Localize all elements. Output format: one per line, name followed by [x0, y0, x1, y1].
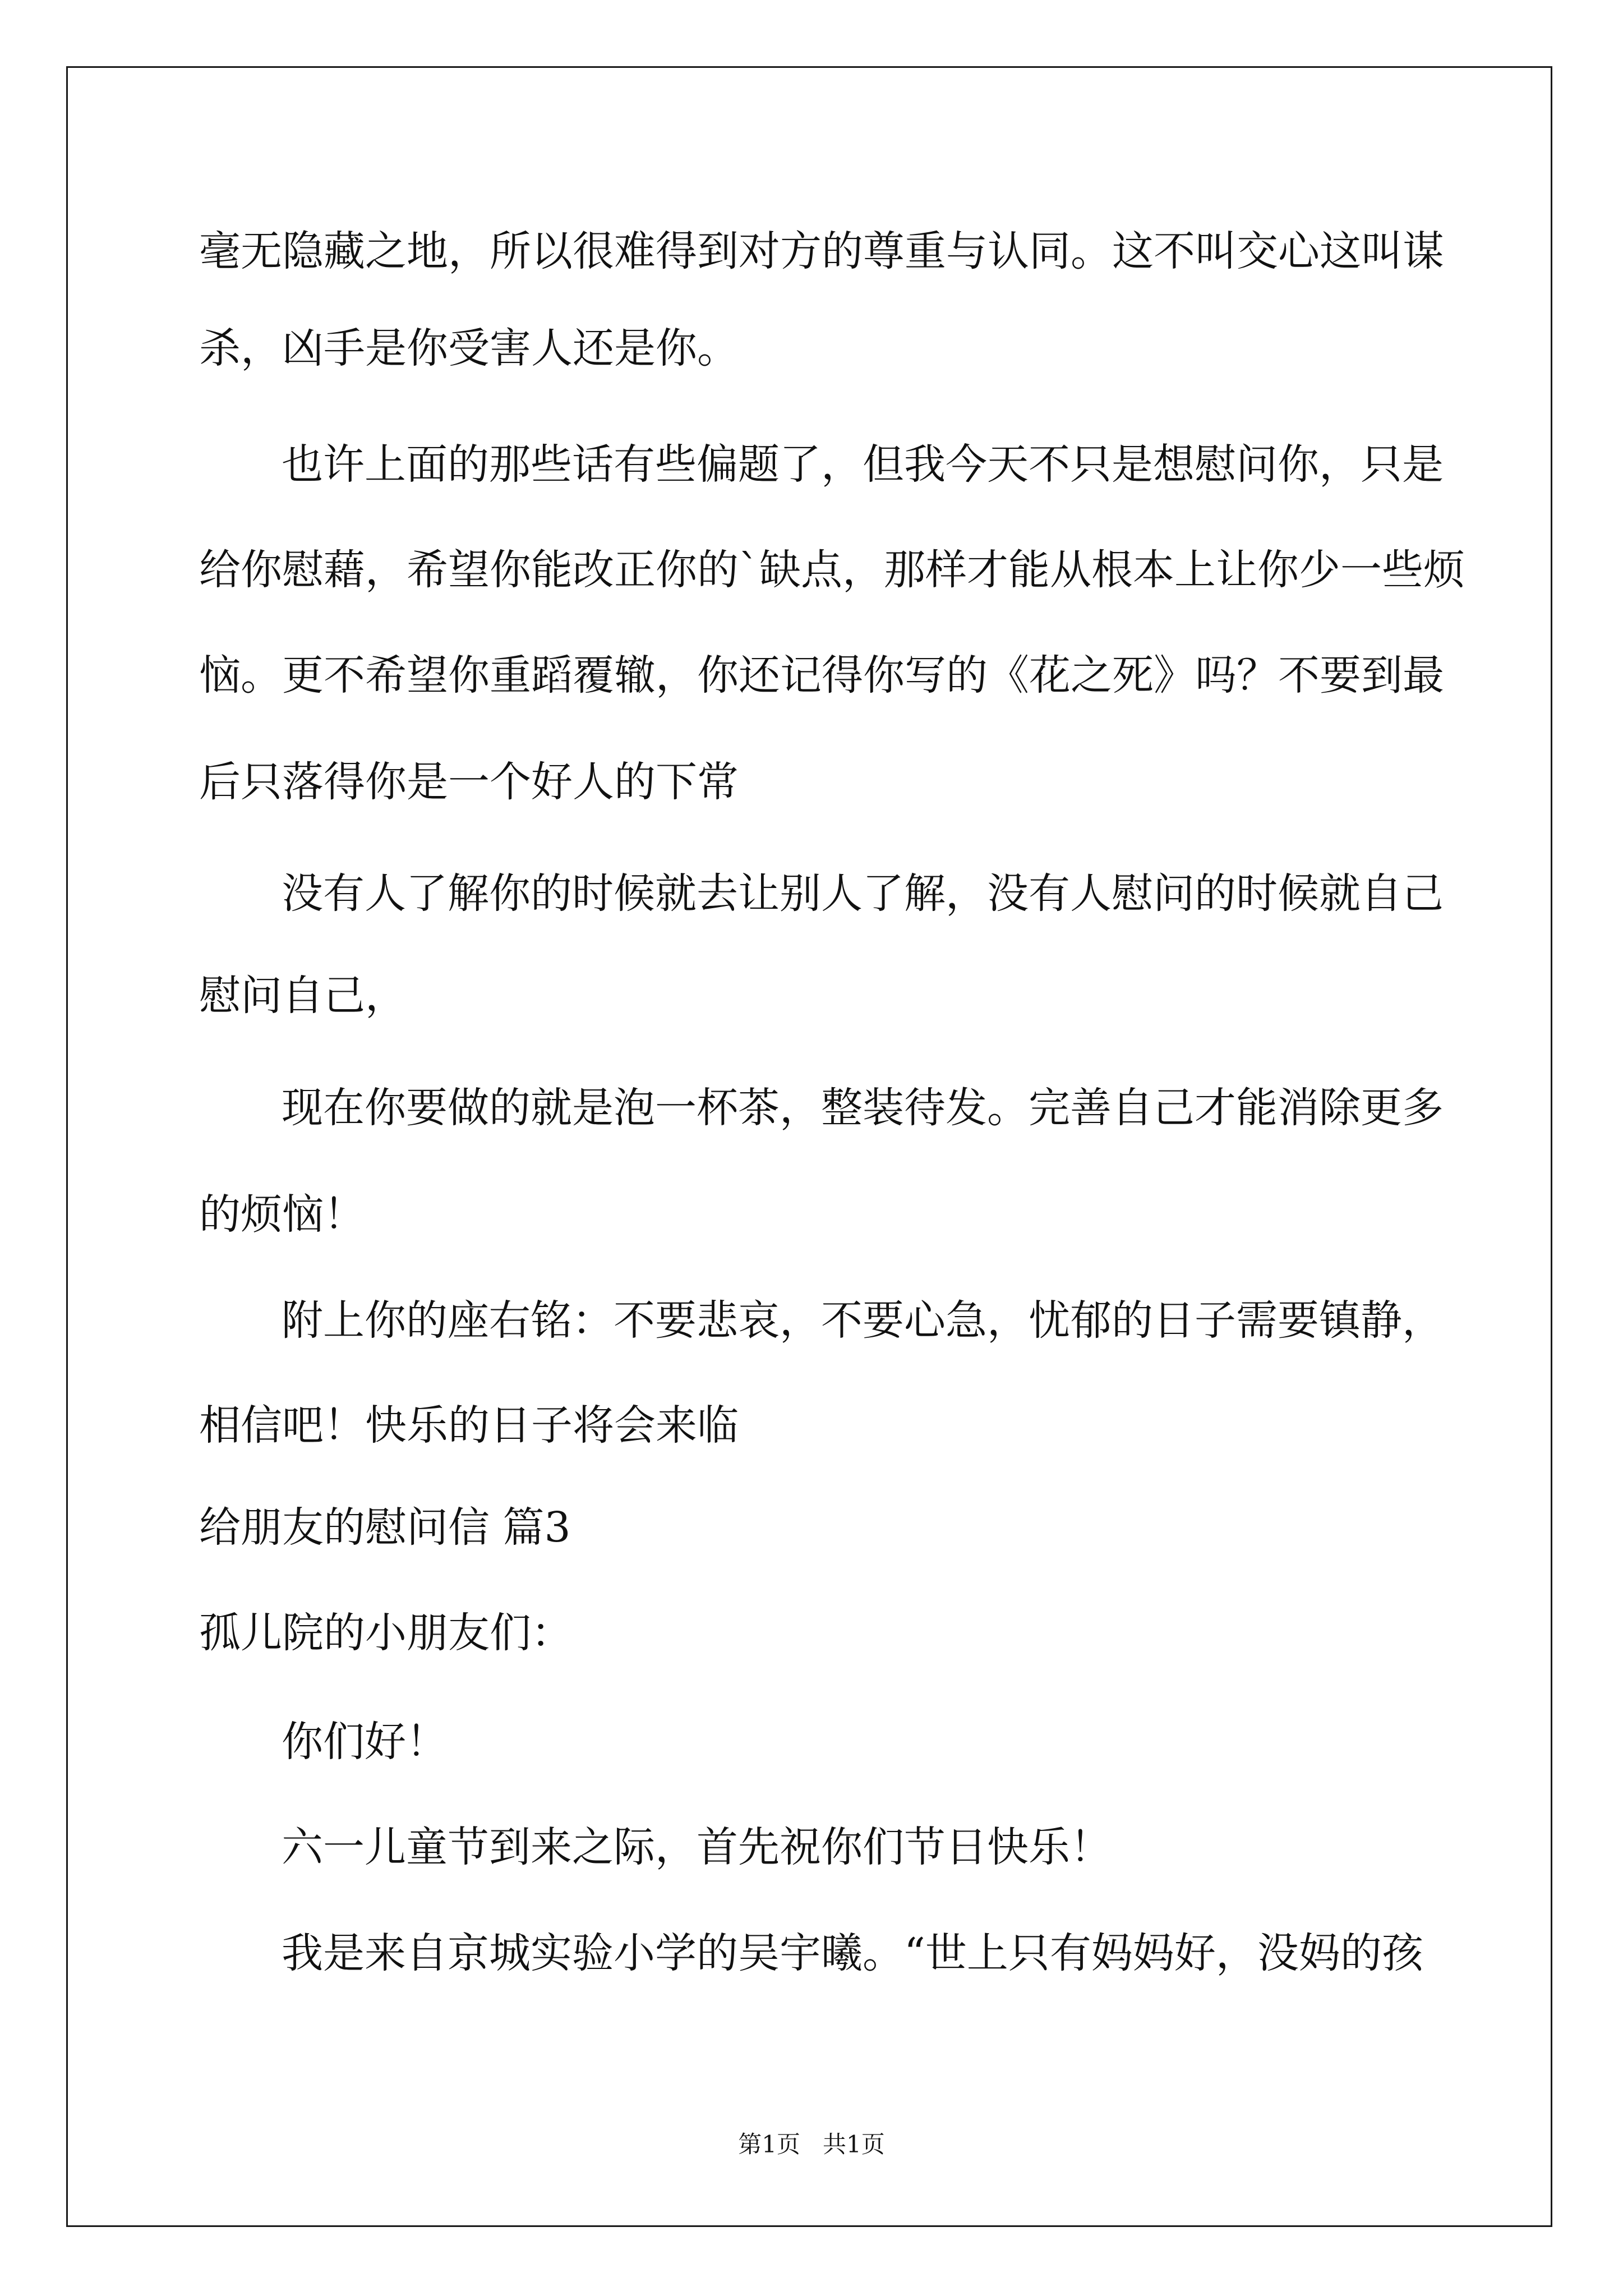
- page-footer: 第1页 共1页: [738, 2131, 885, 2158]
- text-line: 给你慰藉，希望你能改正你的`缺点，那样才能从根本上让你少一些烦: [199, 546, 1465, 594]
- text-line: 毫无隐藏之地，所以很难得到对方的尊重与认同。这不叫交心这叫谋: [199, 227, 1444, 275]
- text-line: 也许上面的那些话有些偏题了，但我今天不只是想慰问你，只是: [282, 440, 1444, 489]
- text-line: 六一儿童节到来之际，首先祝你们节日快乐！: [282, 1823, 1112, 1871]
- text-line: 附上你的座右铭：不要悲哀，不要心急，忧郁的日子需要镇静，: [282, 1296, 1444, 1345]
- greeting: 你们好！: [282, 1718, 448, 1766]
- page-border: [66, 66, 1552, 2227]
- text-line: 现在你要做的就是泡一杯茶，整装待发。完善自己才能消除更多: [282, 1084, 1444, 1132]
- text-line: 的烦恼！: [199, 1190, 365, 1239]
- text-line: 没有人了解你的时候就去让别人了解，没有人慰问的时候就自己: [282, 869, 1444, 918]
- text-line: 杀，凶手是你受害人还是你。: [199, 324, 739, 372]
- salutation: 孤儿院的小朋友们：: [199, 1609, 573, 1657]
- text-line: 后只落得你是一个好人的下常: [199, 758, 739, 806]
- section-heading: 给朋友的慰问信 篇3: [199, 1503, 571, 1552]
- text-line: 慰问自己，: [199, 972, 407, 1020]
- text-line: 我是来自京城实验小学的吴宇曦。“世上只有妈妈好，没妈的孩: [282, 1929, 1423, 1977]
- text-line: 恼。更不希望你重蹈覆辙，你还记得你写的《花之死》吗？不要到最: [199, 651, 1444, 700]
- text-line: 相信吧！快乐的日子将会来临: [199, 1401, 739, 1450]
